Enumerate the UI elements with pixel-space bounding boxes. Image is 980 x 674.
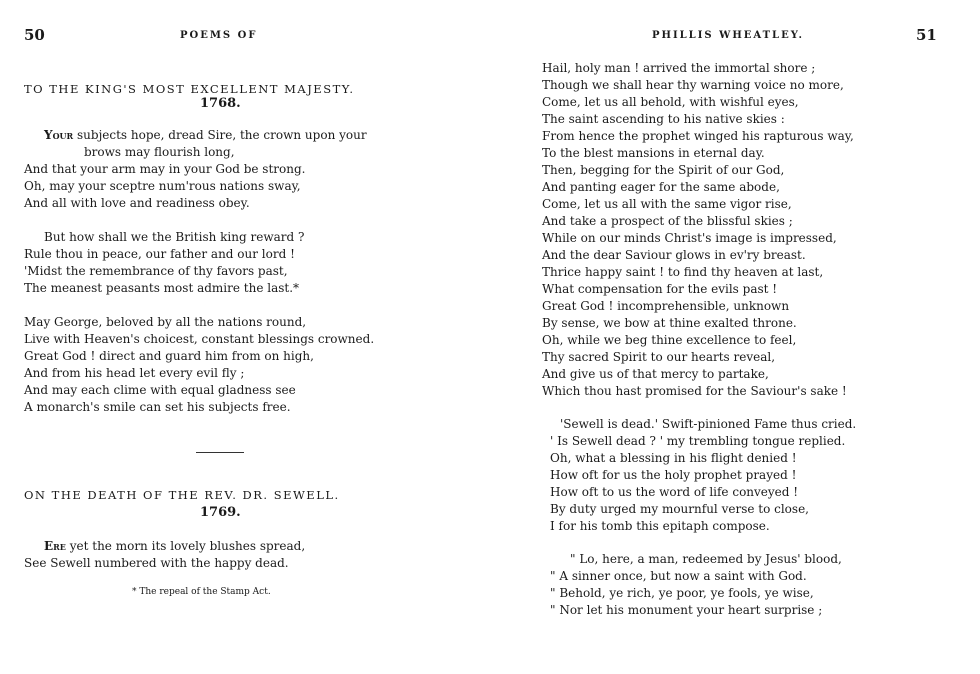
poem-line: Your subjects hope, dread Sire, the crown upon your xyxy=(44,128,367,142)
poem-line: Oh, what a blessing in his flight denied ! xyxy=(550,451,797,465)
poem-line: And the dear Saviour glows in ev'ry breast. xyxy=(542,248,806,262)
poem-line: I for his tomb this epitaph compose. xyxy=(550,519,770,533)
poem-line: The meanest peasants most admire the last.* xyxy=(24,281,300,295)
poem-line: 'Midst the remembrance of thy favors past, xyxy=(24,264,288,278)
poem-line: The saint ascending to his native skies : xyxy=(542,112,785,126)
poem-line: Live with Heaven's choicest, constant blessings crowned. xyxy=(24,332,375,346)
poem-line: Hail, holy man ! arrived the immortal shore ; xyxy=(542,61,816,75)
drop-word: Your xyxy=(44,128,74,142)
poem-line: How oft for us the holy prophet prayed ! xyxy=(550,468,797,482)
poem-line: Oh, while we beg thine excellence to feel, xyxy=(542,333,797,347)
poem-line: And from his head let every evil fly ; xyxy=(24,366,245,380)
poem-line: " Lo, here, a man, redeemed by Jesus' blood, xyxy=(570,552,842,566)
poem-title-sewell: ON THE DEATH OF THE REV. DR. SEWELL. xyxy=(24,488,340,502)
poem-line: ' Is Sewell dead ? ' my trembling tongue replied. xyxy=(550,434,846,448)
page-number-right: 51 xyxy=(916,26,937,44)
poem-year-sewell: 1769. xyxy=(200,505,241,520)
poem-line: brows may flourish long, xyxy=(84,145,235,159)
poem-line: Then, begging for the Spirit of our God, xyxy=(542,163,785,177)
section-divider xyxy=(196,452,244,453)
poem-line: From hence the prophet winged his rapturous way, xyxy=(542,129,854,143)
right-page xyxy=(490,0,980,674)
poem-line: Great God ! direct and guard him from on high, xyxy=(24,349,314,363)
poem-line: While on our minds Christ's image is impressed, xyxy=(542,231,837,245)
poem-line: And may each clime with equal gladness see xyxy=(24,383,296,397)
poem-line: Oh, may your sceptre num'rous nations sway, xyxy=(24,179,301,193)
poem-line: See Sewell numbered with the happy dead. xyxy=(24,556,289,570)
poem-line: Ere yet the morn its lovely blushes spread, xyxy=(44,539,306,553)
poem-line: Thy sacred Spirit to our hearts reveal, xyxy=(542,350,776,364)
running-head-left: POEMS OF xyxy=(180,30,258,41)
footnote: * The repeal of the Stamp Act. xyxy=(132,587,271,597)
poem-line: 'Sewell is dead.' Swift-pinioned Fame thus cried. xyxy=(560,417,857,431)
poem-line: And panting eager for the same abode, xyxy=(542,180,780,194)
poem-line: By duty urged my mournful verse to close, xyxy=(550,502,809,516)
page-number-left: 50 xyxy=(24,26,45,44)
poem-year-king: 1768. xyxy=(200,96,241,111)
poem-line: Rule thou in peace, our father and our lord ! xyxy=(24,247,295,261)
drop-word: Ere xyxy=(44,539,66,553)
poem-line: Which thou hast promised for the Saviour's sake ! xyxy=(542,384,847,398)
poem-line: Thrice happy saint ! to find thy heaven at last, xyxy=(542,265,824,279)
running-head-right: PHILLIS WHEATLEY. xyxy=(652,30,805,41)
poem-line: May George, beloved by all the nations round, xyxy=(24,315,307,329)
poem-line: And take a prospect of the blissful skies ; xyxy=(542,214,793,228)
poem-line: Come, let us all behold, with wishful eyes, xyxy=(542,95,799,109)
poem-line: " Behold, ye rich, ye poor, ye fools, ye wise, xyxy=(550,586,814,600)
poem-title-king: TO THE KING'S MOST EXCELLENT MAJESTY. xyxy=(24,82,355,96)
poem-line: " A sinner once, but now a saint with God. xyxy=(550,569,807,583)
poem-line: To the blest mansions in eternal day. xyxy=(542,146,765,160)
poem-line: And give us of that mercy to partake, xyxy=(542,367,769,381)
poem-line: A monarch's smile can set his subjects free. xyxy=(24,400,291,414)
poem-line: But how shall we the British king reward ? xyxy=(44,230,305,244)
poem-line: And all with love and readiness obey. xyxy=(24,196,250,210)
poem-line: What compensation for the evils past ! xyxy=(542,282,778,296)
poem-line: Come, let us all with the same vigor rise, xyxy=(542,197,792,211)
poem-line: " Nor let his monument your heart surprise ; xyxy=(550,603,823,617)
poem-line: How oft to us the word of life conveyed ! xyxy=(550,485,799,499)
poem-line: Though we shall hear thy warning voice no more, xyxy=(542,78,844,92)
poem-line: By sense, we bow at thine exalted throne. xyxy=(542,316,797,330)
poem-line: Great God ! incomprehensible, unknown xyxy=(542,299,790,313)
poem-line: And that your arm may in your God be strong. xyxy=(24,162,306,176)
